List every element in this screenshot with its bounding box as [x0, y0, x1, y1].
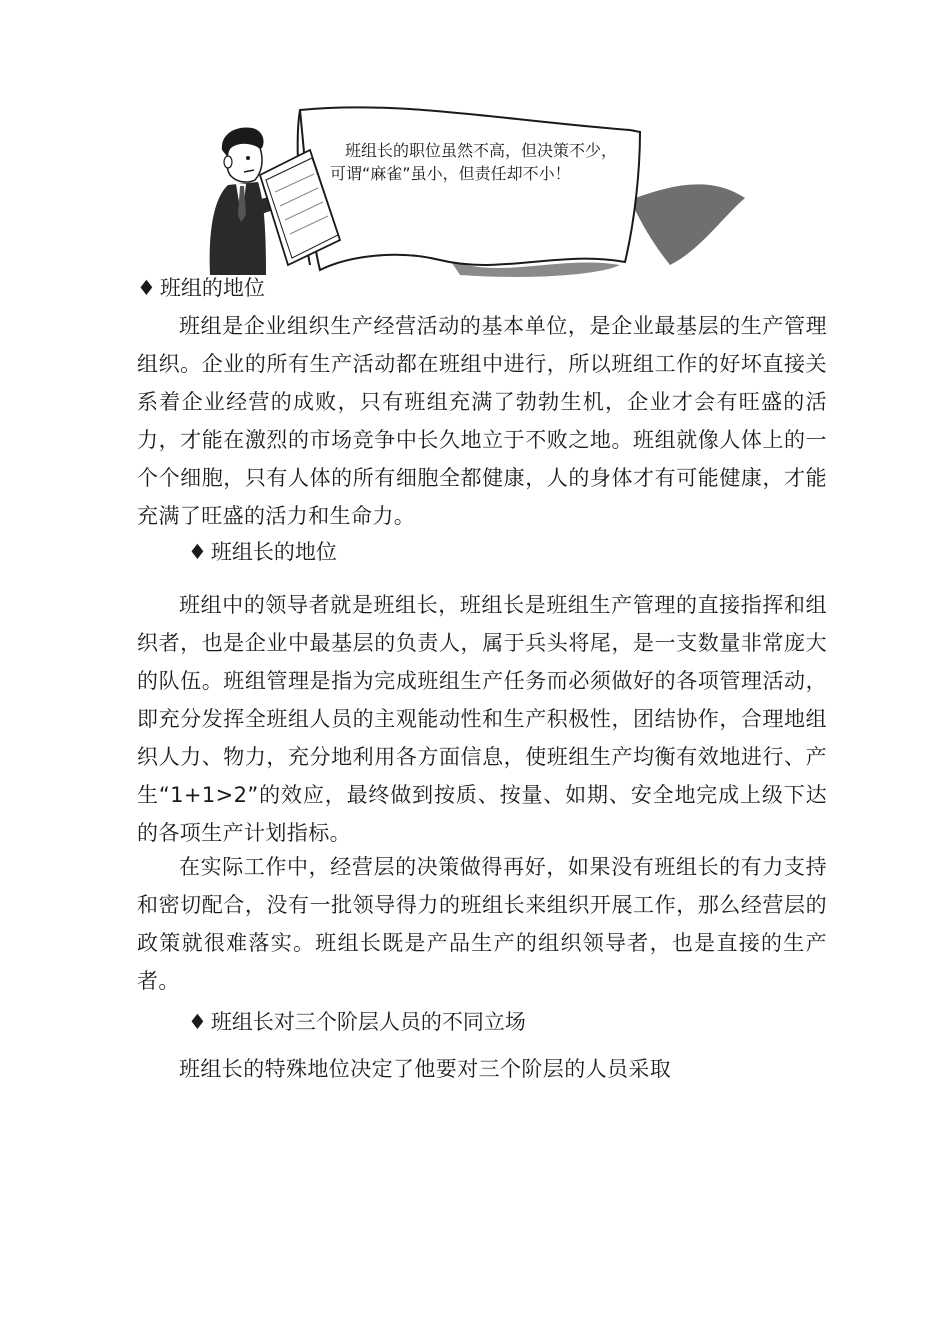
- paragraph-team-status: 班组是企业组织生产经营活动的基本单位，是企业最基层的生产管理组织。企业的所有生产活动都在班组中进行，所以班组工作的好坏直接关系着企业经营的成败，只有班组充满了勃勃生机，企业才会有旺盛的活力，才能在激烈的市场竞争中长久地立于不败之地。班组就像人体上的一个个细胞，只有人体的所有细胞全都健康，人的身体才有可能健康，才能充满了旺盛的活力和生命力。: [137, 314, 827, 528]
- banner-body: [300, 107, 640, 270]
- paragraph-leader-status-2: 在实际工作中，经营层的决策做得再好，如果没有班组长的有力支持和密切配合，没有一批领导得力的班组长来组织开展工作，那么经营层的政策就很难落实。班组长既是产品生产的组织领导者，也是直接的生产者。: [137, 855, 827, 993]
- section-heading-three-levels: [188, 1010, 526, 1034]
- diamond-bullet-icon: ♦: [188, 1010, 207, 1034]
- paragraph-leader-status-1: 班组中的领导者就是班组长，班组长是班组生产管理的直接指挥和组织者，也是企业中最基层的负责人，属于兵头将尾，是一支数量非常庞大的队伍。班组管理是指为完成班组生产任务而必须做好的各项管理活动，即充分发挥全班组人员的主观能动性和生产积极性，团结协作，合理地组织人力、物力，充分地利用各方面信息，使班组生产均衡有效地进行、产生“1+1>2”的效应，最终做到按质、按量、如期、安全地完成上级下达的各项生产计划指标。: [137, 593, 827, 845]
- heading-text: 班组长对三个阶层人员的不同立场: [210, 1010, 526, 1034]
- heading-text: 班组长的地位: [210, 540, 337, 564]
- diamond-bullet-icon: ♦: [137, 276, 156, 300]
- banner-text-line-1: 班组长的职位虽然不高，但决策不少，: [345, 141, 618, 160]
- banner-shadow: [630, 184, 745, 265]
- section-heading-leader-status: [188, 540, 337, 564]
- banner-text-line-2: 可谓“麻雀”虽小，但责任却不小！: [330, 164, 571, 183]
- heading-text: 班组的地位: [159, 276, 265, 300]
- paragraph-three-levels: 班组长的特殊地位决定了他要对三个阶层的人员采取: [179, 1057, 672, 1081]
- diamond-bullet-icon: ♦: [188, 540, 207, 564]
- section-heading-team-status: [137, 276, 265, 300]
